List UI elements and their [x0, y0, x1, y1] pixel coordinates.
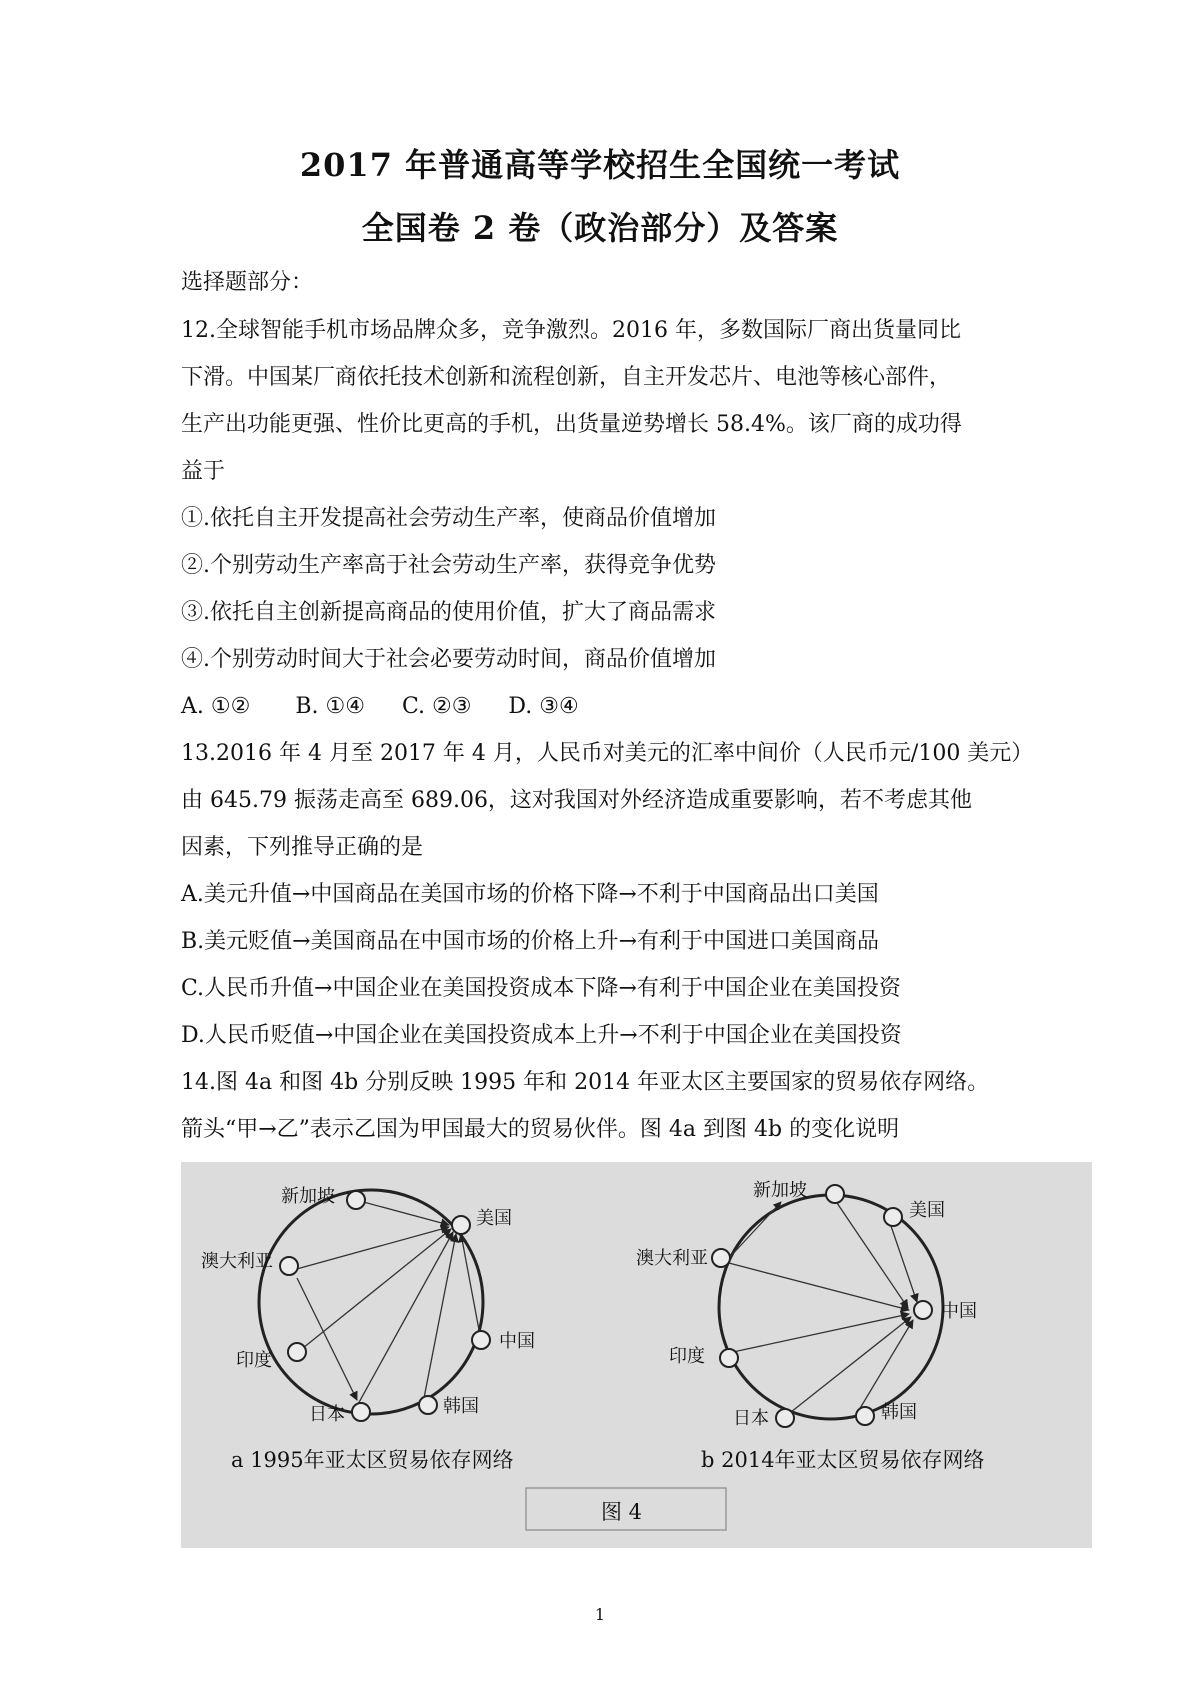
q13-option: B.美元贬值→美国商品在中国市场的价格上升→有利于中国进口美国商品 [181, 929, 880, 954]
q12-item: ④.个别劳动时间大于社会必要劳动时间，商品价值增加 [181, 647, 716, 672]
node-a [347, 1191, 365, 1209]
arrow-b [729, 1202, 781, 1258]
node-a [419, 1396, 437, 1414]
node-label-b: 印度 [669, 1346, 705, 1367]
q13-stem-line: 由 645.79 振荡走高至 689.06，这对我国对外经济造成重要影响，若不考虑其他 [181, 788, 972, 813]
arrow-a [357, 1232, 453, 1406]
diagram-a-label: a 1995年亚太区贸易依存网络 [231, 1448, 514, 1472]
node-label-a: 印度 [236, 1350, 272, 1371]
node-label-b: 中国 [941, 1301, 977, 1322]
q12-item: ②.个别劳动生产率高于社会劳动生产率，获得竞争优势 [181, 553, 716, 578]
arrow-a [356, 1200, 449, 1225]
q12-option-c: C. ②③ [401, 694, 472, 719]
title-line-2: 全国卷 2 卷（政治部分）及答案 [361, 209, 839, 247]
node-label-b: 日本 [733, 1408, 769, 1429]
node-b [856, 1407, 874, 1425]
q12-option-a: A. ①② [181, 694, 251, 719]
node-label-b: 美国 [909, 1200, 945, 1221]
q12-item: ①.依托自主开发提高社会劳动生产率，使商品价值增加 [181, 506, 716, 531]
node-b [712, 1249, 730, 1267]
node-a [452, 1216, 470, 1234]
arrow-b [891, 1226, 917, 1302]
node-label-b: 新加坡 [753, 1180, 807, 1201]
q12-option-b: B. ①④ [295, 694, 365, 719]
node-b [884, 1208, 902, 1226]
node-a [472, 1331, 490, 1349]
q12-stem-line: 下滑。中国某厂商依托技术创新和流程创新，自主开发芯片、电池等核心部件， [181, 365, 952, 390]
q13-stem-line: 因素，下列推导正确的是 [181, 835, 424, 860]
arrow-b [791, 1317, 911, 1412]
q12-stem-line: 生产出功能更强、性价比更高的手机，出货量逆势增长 58.4%。该厂商的成功得 [181, 412, 962, 437]
title-line-1: 2017 年普通高等学校招生全国统一考试 [299, 146, 901, 184]
node-b [914, 1301, 932, 1319]
figure-4 [181, 1162, 1092, 1548]
diagram-b-label: b 2014年亚太区贸易依存网络 [701, 1448, 985, 1472]
q12-stem-line: 12.全球智能手机市场品牌众多，竞争激烈。2016 年，多数国际厂商出货量同比 [181, 318, 961, 343]
q12-item: ③.依托自主创新提高商品的使用价值，扩大了商品需求 [181, 600, 716, 625]
arrow-b [733, 1314, 909, 1352]
node-label-a: 中国 [499, 1331, 535, 1352]
diagram-b [636, 1180, 985, 1472]
q13-stem-line: 13.2016 年 4 月至 2017 年 4 月，人民币对美元的汇率中间价（人民币元/100 美元） [181, 741, 1034, 766]
node-label-a: 韩国 [443, 1396, 479, 1417]
q12-option-d: D. ③④ [508, 694, 579, 719]
arrow-a [297, 1278, 357, 1400]
q13-option: A.美元升值→中国商品在美国市场的价格下降→不利于中国商品出口美国 [181, 882, 879, 907]
arrow-b [859, 1320, 913, 1410]
q12-stem-line: 益于 [181, 459, 226, 484]
q12-options [181, 696, 579, 718]
section-label: 选择题部分： [181, 270, 314, 295]
q13-option: D.人民币贬值→中国企业在美国投资成本上升→不利于中国企业在美国投资 [181, 1023, 902, 1048]
node-label-a: 日本 [309, 1404, 345, 1425]
node-a [280, 1257, 298, 1275]
q14-stem-line: 箭头“甲→乙”表示乙国为甲国最大的贸易伙伴。图 4a 到图 4b 的变化说明 [181, 1117, 900, 1142]
diagram-a [201, 1186, 535, 1472]
node-a [288, 1343, 306, 1361]
node-b [720, 1349, 738, 1367]
network-ring-b [719, 1195, 943, 1419]
arrow-a [293, 1227, 449, 1270]
node-label-a: 新加坡 [281, 1186, 335, 1207]
trade-network-diagram [181, 1162, 1092, 1548]
arrow-a [424, 1234, 456, 1398]
node-b [776, 1409, 794, 1427]
figure-caption: 图 4 [601, 1500, 643, 1524]
node-label-a: 澳大利亚 [201, 1251, 273, 1272]
node-label-a: 美国 [476, 1208, 512, 1229]
node-label-b: 韩国 [881, 1402, 917, 1423]
node-b [826, 1185, 844, 1203]
q14-stem-line: 14.图 4a 和图 4b 分别反映 1995 年和 2014 年亚太区主要国家的贸易依存网络。 [181, 1070, 990, 1095]
node-label-b: 澳大利亚 [636, 1248, 708, 1269]
page-number: 1 [594, 1605, 606, 1624]
q13-option: C.人民币升值→中国企业在美国投资成本下降→有利于中国企业在美国投资 [181, 976, 901, 1001]
node-a [352, 1403, 370, 1421]
